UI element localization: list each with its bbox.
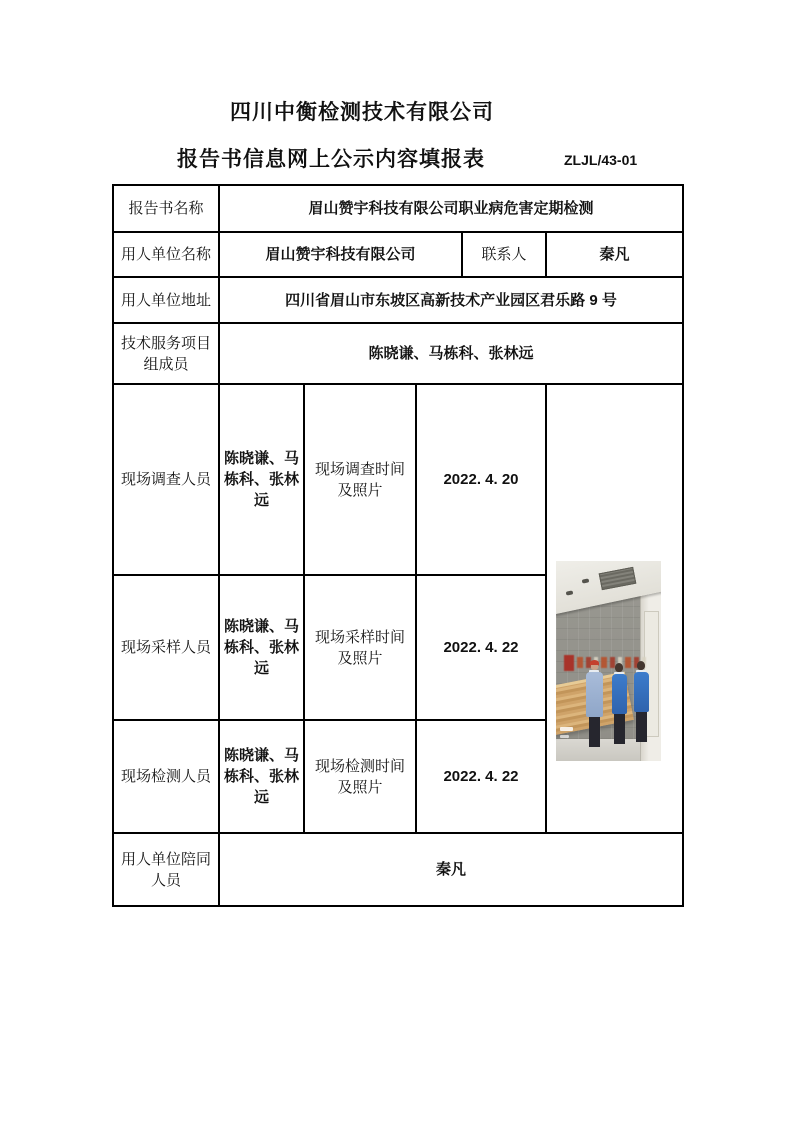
site-testing-date: 2022. 4. 22 [416, 720, 546, 833]
report-info-table [112, 184, 684, 907]
photo-watermark [560, 727, 573, 731]
site-survey-date: 2022. 4. 20 [416, 384, 546, 575]
row-team-members [113, 323, 683, 384]
subtitle-row [112, 147, 682, 175]
employer-name-label: 用人单位名称 [113, 232, 219, 277]
site-sampling-members: 陈晓谦、马栋科、张林远 [219, 575, 304, 720]
row-employer-address [113, 277, 683, 323]
photo-person-blue-polo [610, 663, 628, 744]
contact-value: 秦凡 [546, 232, 683, 277]
report-name-value: 眉山赞宇科技有限公司职业病危害定期检测 [219, 185, 683, 232]
row-escort [113, 833, 683, 906]
site-photo [556, 561, 661, 761]
contact-label: 联系人 [462, 232, 546, 277]
row-site-survey [113, 384, 683, 575]
form-code: ZLJL/43-01 [564, 152, 638, 168]
photo-person-blue-polo [632, 661, 650, 742]
team-members-label: 技术服务项目组成员 [113, 323, 219, 384]
form-title: 报告书信息网上公示内容填报表 [177, 148, 485, 171]
employer-address-value: 四川省眉山市东坡区高新技术产业园区君乐路 9 号 [219, 277, 683, 323]
site-sampling-label: 现场采样人员 [113, 575, 219, 720]
document-page [112, 0, 682, 907]
employer-name-value: 眉山赞宇科技有限公司 [219, 232, 462, 277]
row-report-name [113, 185, 683, 232]
site-sampling-time-label: 现场采样时间及照片 [304, 575, 416, 720]
site-testing-time-label: 现场检测时间及照片 [304, 720, 416, 833]
photo-watermark [560, 735, 569, 738]
company-title: 四川中衡检测技术有限公司 [230, 101, 494, 124]
row-employer-name [113, 232, 683, 277]
site-testing-label: 现场检测人员 [113, 720, 219, 833]
site-sampling-date: 2022. 4. 22 [416, 575, 546, 720]
employer-address-label: 用人单位地址 [113, 277, 219, 323]
site-photo-cell [546, 384, 683, 833]
photo-person-labcoat [584, 660, 604, 747]
escort-value: 秦凡 [219, 833, 683, 906]
report-name-label: 报告书名称 [113, 185, 219, 232]
escort-label: 用人单位陪同人员 [113, 833, 219, 906]
site-survey-label: 现场调查人员 [113, 384, 219, 575]
photo-logo-emblem [564, 655, 574, 671]
team-members-value: 陈晓谦、马栋科、张林远 [219, 323, 683, 384]
site-survey-members: 陈晓谦、马栋科、张林远 [219, 384, 304, 575]
site-testing-members: 陈晓谦、马栋科、张林远 [219, 720, 304, 833]
site-survey-time-label: 现场调查时间及照片 [304, 384, 416, 575]
